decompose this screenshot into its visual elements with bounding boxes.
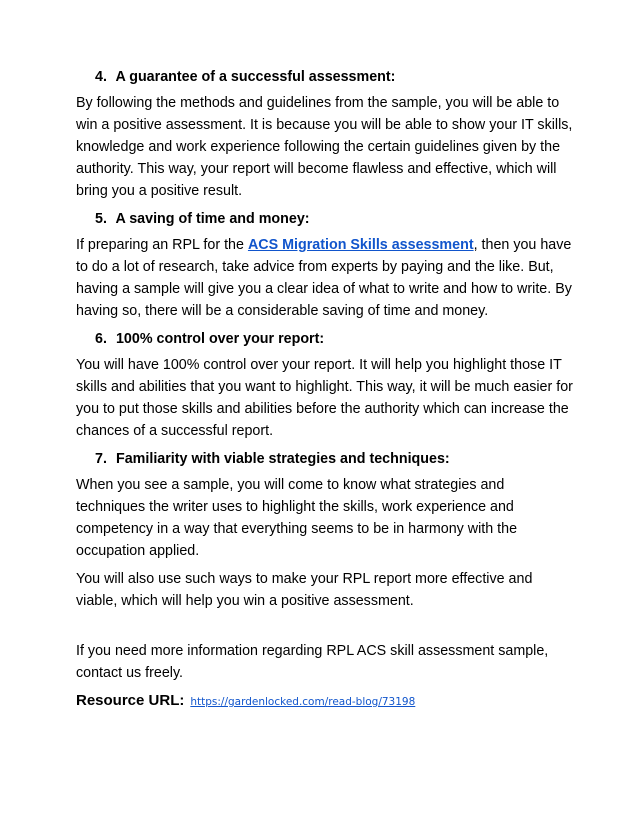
section-paragraph-7b: You will also use such ways to make your RPL report more effective and viable, which will help you win a positive assessment. [76,571,533,609]
section-heading-4 [76,66,576,88]
resource-line [76,690,576,713]
section-number: 4. [95,69,107,85]
resource-label: Resource URL: [76,692,185,709]
section-number: 6. [95,331,107,347]
section-title: Familiarity with viable strategies and techniques: [115,451,450,467]
section-paragraph-5 [76,234,576,322]
closing-paragraph: If you need more information regarding RPL ACS skill assessment sample, contact us freely. [76,643,549,681]
acs-migration-link[interactable]: ACS Migration Skills assessment [247,237,474,253]
section-heading-7 [76,448,576,470]
resource-url-link[interactable]: https://gardenlocked.com/read-blog/73198 [190,696,416,708]
section-heading-6 [76,328,576,350]
section-title: A saving of time and money: [115,211,310,227]
section-heading-5 [76,208,576,230]
document-page [76,66,576,713]
paragraph-text: , then you have to do a lot of research, take advice from experts by paying and the like. But, having a sample will give you a clear idea of what to write and how to write. By having so, there will be a considerable saving of time and money. [76,237,572,319]
paragraph-text: If preparing an RPL for the [76,237,248,253]
section-paragraph-4: By following the methods and guidelines from the sample, you will be able to win a positive assessment. It is because you will be able to show your IT skills, knowledge and work experience following the certain guidelines given by the authority. This way, your report will become flawless and effective, which will bring you a positive result. [76,95,573,199]
section-paragraph-6: You will have 100% control over your report. It will help you highlight those IT skills and abilities that you want to highlight. This way, it will be much easier for you to put those skills and abilities before the authority which can increase the chances of a successful report. [76,357,573,439]
section-paragraph-7: When you see a sample, you will come to know what strategies and techniques the writer uses to highlight the skills, work experience and competency in a way that everything seems to be in harmony with the occupation applied. [76,477,518,559]
section-number: 7. [95,451,107,467]
section-number: 5. [95,211,107,227]
section-title: A guarantee of a successful assessment: [115,69,396,85]
section-title: 100% control over your report: [115,331,325,347]
